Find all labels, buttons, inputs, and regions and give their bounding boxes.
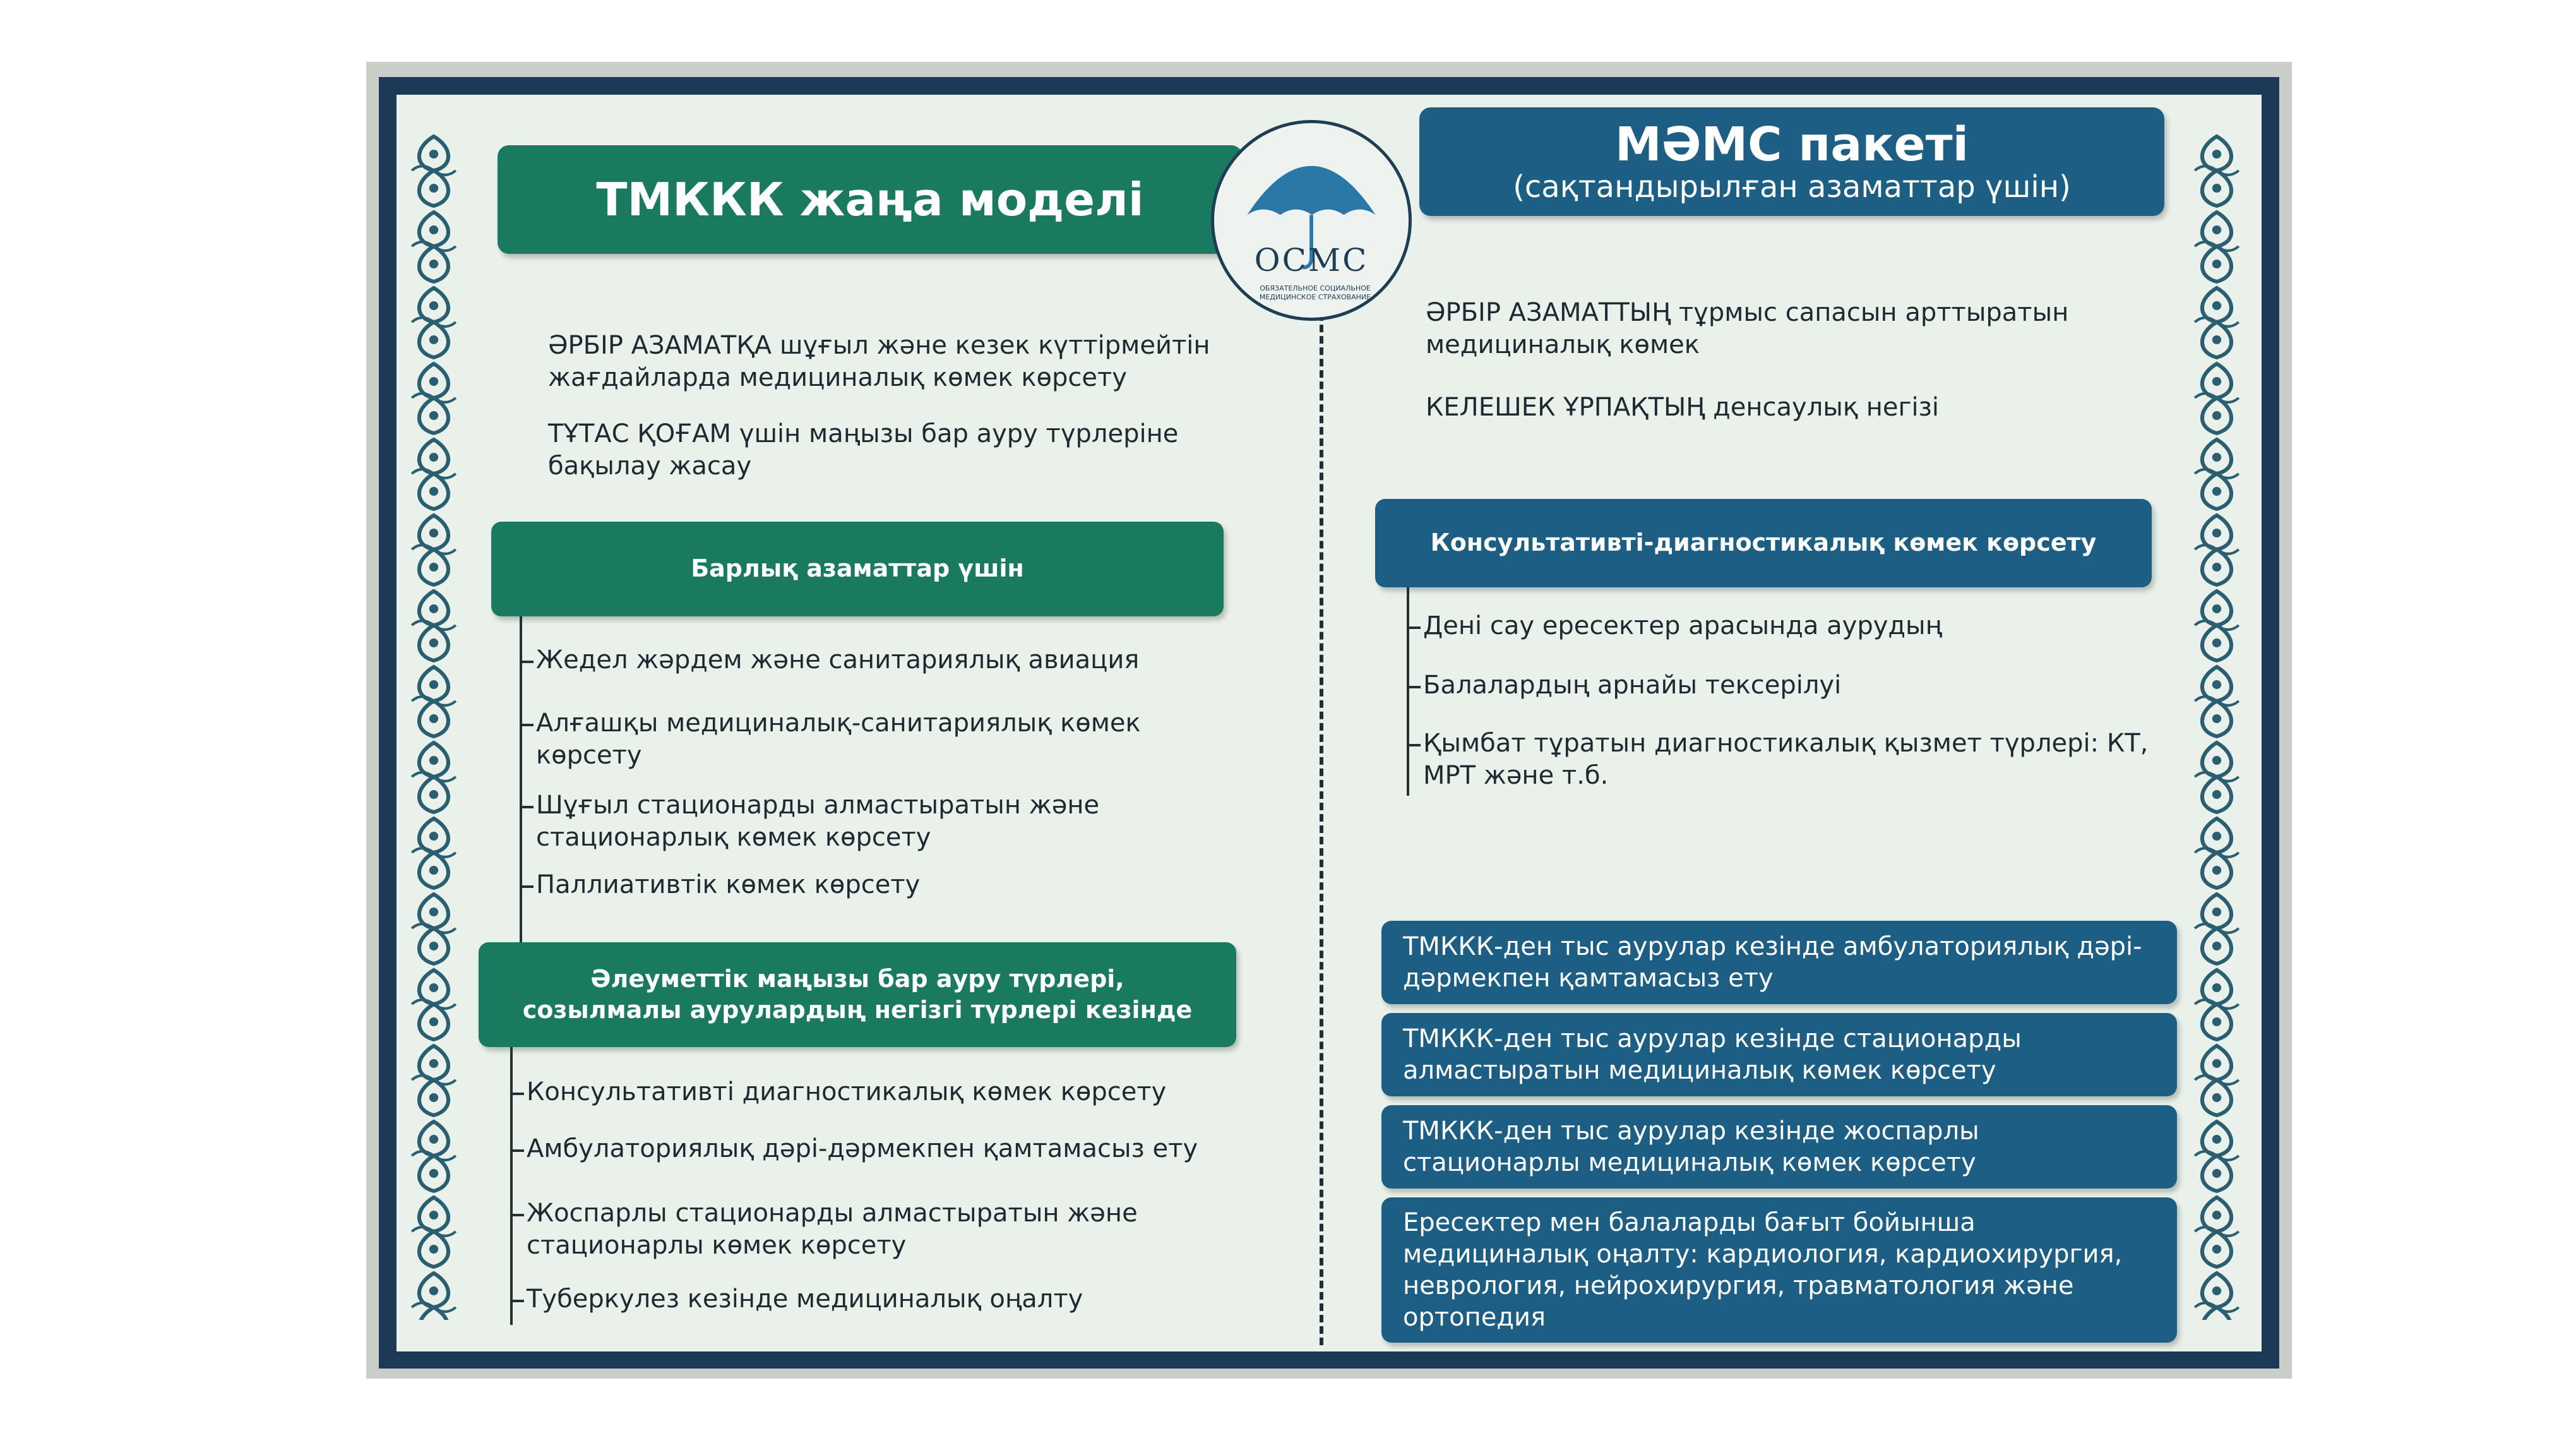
right-intro-1: ӘРБІР АЗАМАТТЫҢ тұрмыс сапасын арттыратын медициналық көмек [1426,298,2069,360]
osms-logo [1211,120,1412,321]
list-item: Консультативті диагностикалық көмек көрсету [513,1076,1259,1108]
logo-mark: ОСМС [1254,242,1369,279]
list-item: Туберкулез кезінде медициналық оңалту [513,1283,1259,1315]
left-intro-2: ТҰТАС ҚОҒАМ үшін маңызы бар ауру түрлеріне бақылау жасау [548,419,1179,481]
right-box-day-hospital [1381,1013,2177,1096]
list-item: Балалардың арнайы тексерілуі [1409,669,2181,702]
right-ornament-border [2191,133,2243,1320]
list-item: Шұғыл стационарды алмастыратын және стационарлық көмек көрсету [522,789,1231,854]
right-box-rehabilitation [1381,1197,2177,1343]
right-box-planned-hospital-text: ТМККК-ден тыс аурулар кезінде жоспарлы стационарлы медициналық көмек көрсету [1403,1117,1979,1177]
right-section-consultative [1375,499,2152,587]
right-header [1419,107,2164,216]
list-item: Жедел жәрдем және санитариялық авиация [522,644,1231,676]
left-section-social-tree [510,1047,1198,1325]
poster [397,95,2262,1351]
right-section-consultative-title: Консультативті-диагностикалық көмек көрсету [1430,529,2097,557]
left-section-all-citizens-title: Барлық азаматтар үшін [691,554,1024,583]
list-item: Амбулаториялық дәрі-дәрмекпен қамтамасыз ету [513,1133,1259,1165]
left-section-all-citizens [491,522,1224,616]
right-box-rehabilitation-text: Ересектер мен балаларды бағыт бойынша медициналық оңалту: кардиология, кардиохирургия, неврология, нейрохирургия, травматология және ортопедия [1403,1208,2123,1332]
left-header-title: ТМККК жаңа моделі [596,173,1144,226]
right-section-consultative-tree [1407,587,2149,796]
right-box-planned-hospital [1381,1105,2177,1189]
center-dashed-divider [1320,291,1323,1345]
right-box-ambulatory [1381,921,2177,1004]
right-header-title: МӘМС пакеті [1615,117,1969,172]
left-section-social-diseases [479,942,1236,1047]
right-header-subtitle: (сақтандырылған азаматтар үшін) [1513,169,2071,205]
list-item: Дені сау ересектер арасында аурудың [1409,610,2181,642]
left-header [498,145,1243,254]
left-section-social-title-line1: Әлеуметтік маңызы бар ауру түрлері, [590,964,1124,993]
list-item: Алғашқы медициналық-санитариялық көмек көрсету [522,707,1231,772]
list-item: Паллиативтік көмек көрсету [522,869,1231,901]
right-box-day-hospital-text: ТМККК-ден тыс аурулар кезінде стационарды алмастыратын медициналық көмек көрсету [1403,1024,2022,1085]
list-item: Жоспарлы стационарды алмастыратын және стационарлы көмек көрсету [513,1197,1259,1262]
list-item: Қымбат тұратын диагностикалық қызмет түрлері: КТ, МРТ және т.б. [1409,728,2181,792]
logo-caption: ОБЯЗАТЕЛЬНОЕ СОЦИАЛЬНОЕ МЕДИЦИНСКОЕ СТРАХОВАНИЕ [1259,284,1371,301]
right-intro-2: КЕЛЕШЕК ҰРПАҚТЫҢ денсаулық негізі [1426,393,1939,422]
right-box-ambulatory-text: ТМККК-ден тыс аурулар кезінде амбулаториялық дәрі-дәрмекпен қамтамасыз ету [1403,932,2142,993]
left-intro-1: ӘРБІР АЗАМАТҚА шұғыл және кезек күттірмейтін жағдайларда медициналық көмек көрсету [548,331,1210,393]
left-section-social-title-line2: созылмалы аурулардың негізгі түрлері кезінде [522,996,1193,1024]
left-ornament-border [408,133,460,1320]
